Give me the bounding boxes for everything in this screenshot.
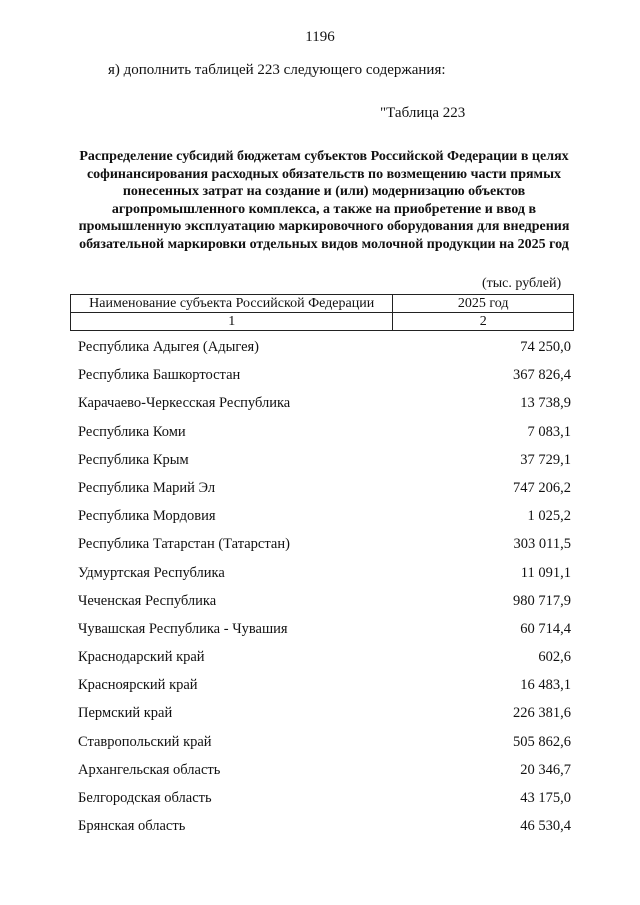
region-name: Удмуртская Республика bbox=[78, 564, 225, 581]
region-name: Республика Башкортостан bbox=[78, 367, 241, 384]
table-row bbox=[78, 479, 571, 507]
subsidy-value: 46 530,4 bbox=[520, 818, 571, 835]
subsidy-value: 303 011,5 bbox=[513, 536, 571, 553]
region-name: Республика Татарстан (Татарстан) bbox=[78, 536, 290, 553]
subsidy-value: 20 346,7 bbox=[520, 761, 571, 778]
table-header bbox=[70, 294, 574, 331]
table-row bbox=[78, 704, 571, 732]
region-name: Ставропольский край bbox=[78, 733, 212, 750]
table-row bbox=[78, 507, 571, 535]
region-name: Чувашская Республика - Чувашия bbox=[78, 620, 288, 637]
table-caption: "Таблица 223 bbox=[380, 105, 466, 121]
header-row bbox=[71, 295, 574, 313]
table-row bbox=[78, 338, 571, 366]
header-region-name: Наименование субъекта Российской Федерации bbox=[71, 295, 393, 313]
table-row bbox=[78, 676, 571, 704]
region-name: Республика Мордовия bbox=[78, 508, 216, 525]
subsidy-value: 37 729,1 bbox=[520, 451, 571, 468]
region-name: Республика Адыгея (Адыгея) bbox=[78, 339, 260, 355]
header-col-number-1: 1 bbox=[71, 313, 393, 331]
table-row bbox=[78, 451, 571, 479]
region-name: Краснодарский край bbox=[78, 649, 205, 666]
table-row bbox=[78, 564, 571, 592]
subsidy-value: 7 083,1 bbox=[527, 423, 571, 440]
table-row bbox=[78, 761, 571, 789]
subsidy-value: 367 826,4 bbox=[513, 367, 571, 384]
header-number-row bbox=[71, 313, 574, 331]
table-row bbox=[78, 423, 571, 451]
subsidy-value: 43 175,0 bbox=[520, 790, 571, 806]
subsidy-value: 602,6 bbox=[538, 649, 571, 666]
region-name: Красноярский край bbox=[78, 677, 198, 694]
page-number: 1196 bbox=[305, 29, 335, 45]
region-name: Брянская область bbox=[78, 818, 186, 835]
subsidy-value: 60 714,4 bbox=[520, 620, 571, 637]
table-row bbox=[78, 789, 571, 817]
subsidy-value: 16 483,1 bbox=[520, 677, 571, 694]
subsidy-value: 980 717,9 bbox=[513, 592, 571, 609]
header-col-number-2: 2 bbox=[393, 313, 574, 331]
subsidy-value: 1 025,2 bbox=[527, 508, 571, 525]
subsidy-value: 13 738,9 bbox=[520, 395, 571, 412]
subsidy-value: 74 250,0 bbox=[520, 339, 571, 355]
subsidy-value: 226 381,6 bbox=[513, 705, 571, 722]
table-row bbox=[78, 733, 571, 761]
table-row bbox=[78, 366, 571, 394]
header-year: 2025 год bbox=[393, 295, 574, 313]
region-name: Республика Коми bbox=[78, 423, 186, 440]
table-row bbox=[78, 648, 571, 676]
units-label: (тыс. рублей) bbox=[482, 276, 562, 291]
table-title: Распределение субсидий бюджетам субъектов Российской Федерации в целях софинансирования расходных обязательств по возмещению части прямых понесенных затрат на создание и (или) модернизацию объектов агропромышленного комплекса, а также на приобретение и ввод в промышленную эксплуатацию маркировочного оборудования для внедрения обязательной маркировки отдельных видов молочной продукции на 2025 год bbox=[78, 149, 570, 252]
region-name: Белгородская область bbox=[78, 790, 212, 806]
table-row bbox=[78, 620, 571, 648]
region-name: Республика Марий Эл bbox=[78, 479, 216, 496]
table-row bbox=[78, 535, 571, 563]
region-name: Чеченская Республика bbox=[78, 592, 217, 609]
table-row bbox=[78, 394, 571, 422]
region-name: Карачаево-Черкесская Республика bbox=[78, 395, 291, 412]
subsidy-value: 747 206,2 bbox=[513, 479, 571, 496]
table-body bbox=[78, 338, 571, 845]
intro-text: я) дополнить таблицей 223 следующего содержания: bbox=[108, 62, 446, 78]
subsidy-value: 11 091,1 bbox=[520, 564, 571, 581]
table-row bbox=[78, 817, 571, 845]
region-name: Архангельская область bbox=[78, 761, 221, 778]
subsidy-value: 505 862,6 bbox=[513, 733, 571, 750]
region-name: Республика Крым bbox=[78, 451, 189, 468]
region-name: Пермский край bbox=[78, 705, 173, 722]
table-row bbox=[78, 592, 571, 620]
